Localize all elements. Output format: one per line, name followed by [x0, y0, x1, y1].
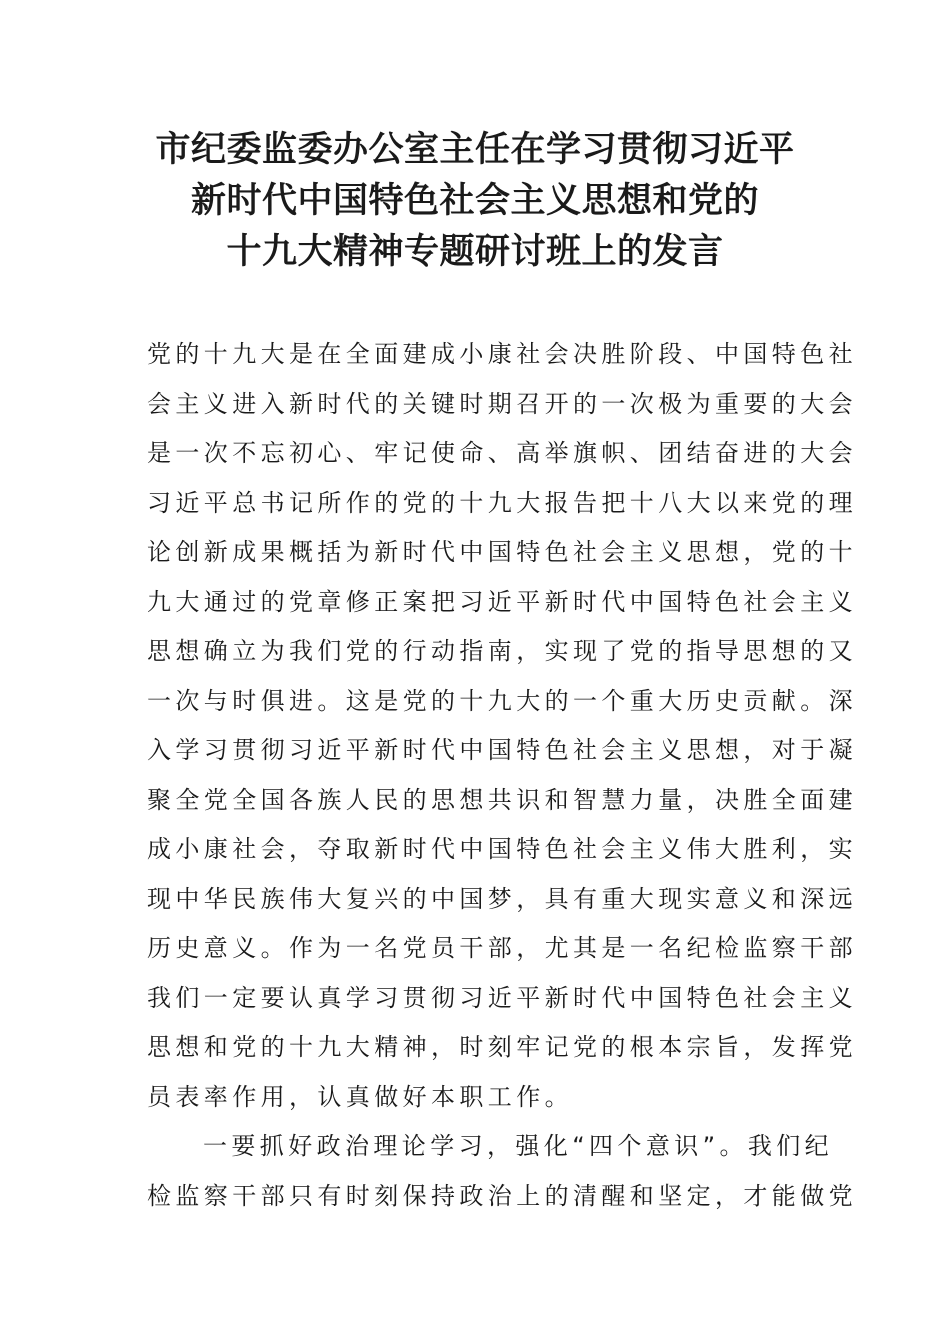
- text-line: 聚全党全国各族人民的思想共识和智慧力量，决胜全面建: [147, 785, 857, 814]
- text-line: 成小康社会，夺取新时代中国特色社会主义伟大胜利，实: [147, 835, 857, 863]
- text-line: 一次与时俱进。这是党的十九大的一个重大历史贡献。深: [147, 686, 857, 715]
- text-line: 思想确立为我们党的行动指南，实现了党的指导思想的又: [147, 637, 857, 665]
- paragraph-point-one: [147, 1122, 857, 1221]
- title-line: 市纪委监委办公室主任在学习贯彻习近平: [155, 129, 795, 170]
- text-line: 一要抓好政治理论学习，强化“四个意识”。我们纪: [203, 1132, 834, 1160]
- text-line: 员表率作用，认真做好本职工作。: [147, 1082, 573, 1111]
- text-line: 检监察干部只有时刻保持政治上的清醒和坚定，才能做党: [147, 1181, 857, 1210]
- text-line: 现中华民族伟大复兴的中国梦，具有重大现实意义和深远: [147, 884, 857, 913]
- title-line: 十九大精神专题研讨班上的发言: [226, 231, 724, 272]
- title-line: 新时代中国特色社会主义思想和党的: [190, 180, 759, 221]
- text-line: 入学习贯彻习近平新时代中国特色社会主义思想，对于凝: [147, 736, 857, 764]
- document-title: [100, 124, 850, 277]
- paragraph-intro: [147, 330, 857, 1122]
- text-line: 我们一定要认真学习贯彻习近平新时代中国特色社会主义: [147, 983, 857, 1012]
- document-body: [147, 330, 857, 1221]
- text-line: 论创新成果概括为新时代中国特色社会主义思想，党的十: [147, 538, 857, 566]
- text-line: 思想和党的十九大精神，时刻牢记党的根本宗旨，发挥党: [147, 1033, 857, 1061]
- text-line: 习近平总书记所作的党的十九大报告把十八大以来党的理: [147, 488, 857, 517]
- text-line: 是一次不忘初心、牢记使命、高举旗帜、团结奋进的大会: [147, 439, 857, 467]
- text-line: 党的十九大是在全面建成小康社会决胜阶段、中国特色社: [147, 340, 857, 368]
- text-line: 九大通过的党章修正案把习近平新时代中国特色社会主义: [147, 587, 857, 616]
- text-line: 会主义进入新时代的关键时期召开的一次极为重要的大会: [147, 389, 857, 418]
- text-line: 历史意义。作为一名党员干部，尤其是一名纪检监察干部: [147, 934, 857, 962]
